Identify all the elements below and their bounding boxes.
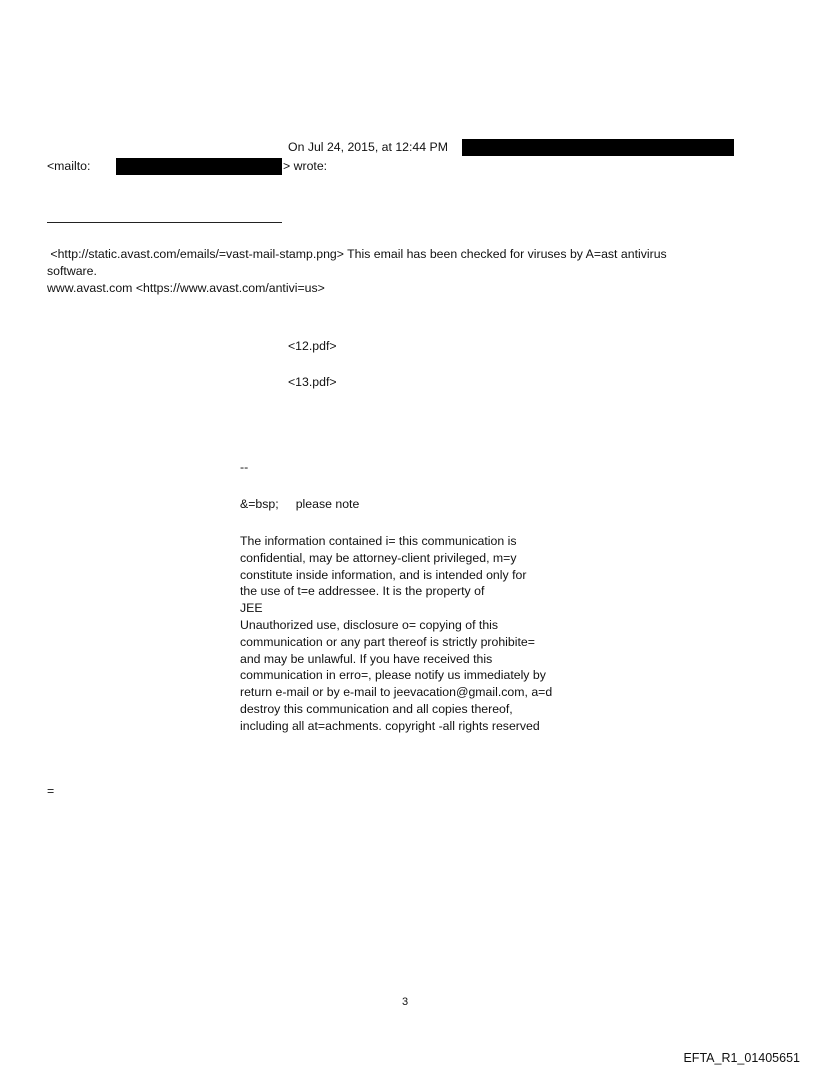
disclaimer-line: and may be unlawful. If you have received this — [240, 651, 493, 666]
disclaimer-line: confidential, may be attorney-client privileged, m=y — [240, 550, 517, 565]
avast-stamp-line: <http://static.avast.com/emails/=vast-mail-stamp.png> This email has been checked for viruses by A=ast antivirus — [47, 247, 667, 261]
please-note: &=bsp; please note — [240, 497, 360, 511]
signature-dashes: -- — [240, 460, 249, 474]
disclaimer-line: communication in erro=, please notify us immediately by — [240, 668, 546, 683]
disclaimer-line: constitute inside information, and is intended only for — [240, 567, 527, 582]
disclaimer-line: JEE — [240, 601, 263, 616]
separator-line — [47, 222, 282, 223]
reply-date-line: On Jul 24, 2015, at 12:44 PM — [288, 140, 448, 154]
avast-software-line: software. — [47, 264, 97, 278]
disclaimer-line: the use of t=e addressee. It is the property of — [240, 584, 485, 599]
redaction-email-address — [116, 158, 282, 175]
disclaimer-line: return e-mail or by e-mail to jeevacation@gmail.com, a=d — [240, 685, 553, 700]
disclaimer-line: including all at=achments. copyright -all rights reserved — [240, 718, 540, 733]
redaction-sender-name — [462, 139, 734, 156]
document-id: EFTA_R1_01405651 — [683, 1051, 800, 1065]
avast-link-line: www.avast.com <https://www.avast.com/antivi=us> — [47, 281, 325, 295]
disclaimer-line: The information contained i= this communication is — [240, 534, 517, 548]
disclaimer-line: communication or any part thereof is strictly prohibite= — [240, 634, 535, 649]
disclaimer-line: Unauthorized use, disclosure o= copying of this — [240, 617, 499, 632]
page-number: 3 — [402, 996, 409, 1008]
attachment-12-pdf: <12.pdf> — [288, 339, 337, 353]
attachment-13-pdf: <13.pdf> — [288, 375, 337, 389]
disclaimer-line: destroy this communication and all copies thereof, — [240, 701, 513, 716]
wrote-suffix: > wrote: — [283, 159, 328, 173]
mailto-prefix: <mailto: — [47, 159, 91, 173]
trailing-equals: = — [47, 784, 55, 798]
confidentiality-disclaimer — [240, 533, 552, 735]
